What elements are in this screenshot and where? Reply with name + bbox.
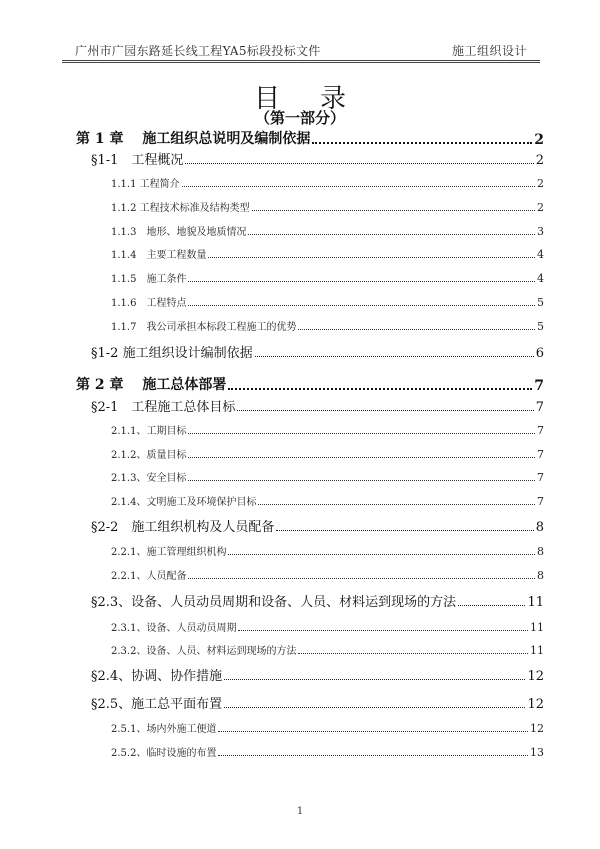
toc-label: 1.1.1 工程简介	[111, 179, 180, 190]
toc-page: 4	[537, 272, 544, 285]
toc-entry-chapter[interactable]	[76, 128, 544, 148]
dot-leader	[248, 234, 535, 235]
dot-leader	[208, 257, 535, 258]
toc-entry-section[interactable]	[91, 516, 544, 535]
toc-label: 第 1 章 施工组织总说明及编制依据	[76, 131, 311, 147]
header-rule	[62, 60, 540, 61]
toc-entry-chapter[interactable]	[76, 374, 544, 394]
toc-entry-subsection[interactable]	[111, 744, 544, 759]
dot-leader	[188, 480, 535, 481]
page-number: 1	[296, 806, 304, 817]
dot-leader	[188, 305, 535, 306]
toc-page: 7	[537, 471, 544, 484]
dot-leader	[252, 210, 535, 211]
dot-leader	[255, 356, 534, 357]
toc-label: 2.1.3、安全目标	[111, 473, 187, 484]
toc-label: §2-2 施工组织机构及人员配备	[91, 520, 275, 535]
toc-page: 12	[527, 669, 544, 684]
dot-leader	[185, 163, 533, 164]
page-subtitle: （第一部分）	[254, 109, 345, 127]
toc-page: 12	[527, 697, 544, 712]
dot-leader	[237, 410, 533, 411]
toc-label: §2.4、协调、协作措施	[91, 669, 223, 684]
toc-label: 2.2.1、人员配备	[111, 571, 187, 582]
toc-entry-section[interactable]	[91, 591, 544, 610]
toc-entry-subsection[interactable]	[111, 446, 544, 461]
toc-label: 1.1.3 地形、地貌及地质情况	[111, 227, 247, 238]
toc-entry-subsection[interactable]	[111, 543, 544, 558]
dot-leader	[188, 433, 535, 434]
header-rule	[62, 62, 540, 63]
toc-page: 7	[534, 378, 544, 394]
header-section-name: 施工组织设计	[452, 44, 528, 58]
dot-leader	[218, 731, 528, 732]
toc-page: 2	[537, 201, 544, 214]
toc-label: §2.3、设备、人员动员周期和设备、人员、材料运到现场的方法	[91, 595, 457, 610]
toc-label: 2.3.2、设备、人员、材料运到现场的方法	[111, 646, 297, 657]
toc-label: §1-1 工程概况	[91, 153, 184, 168]
toc-page: 7	[537, 424, 544, 437]
dot-leader	[258, 504, 535, 505]
dot-leader	[224, 707, 525, 708]
page-title: 目录	[253, 84, 386, 114]
toc-page: 2	[534, 132, 544, 148]
toc-label: 2.3.1、设备、人员动员周期	[111, 623, 237, 634]
toc-page: 7	[537, 495, 544, 508]
toc-label: §2-1 工程施工总体目标	[91, 400, 236, 415]
toc-page: 13	[530, 746, 544, 759]
toc-label: 2.5.2、临时设施的布置	[111, 748, 217, 759]
toc-page: 5	[537, 296, 544, 309]
toc-entry-subsection[interactable]	[111, 199, 544, 214]
toc-label: 2.5.1、场内外施工便道	[111, 724, 217, 735]
toc-label: 2.1.2、质量目标	[111, 450, 187, 461]
dot-leader	[298, 329, 535, 330]
dot-leader	[238, 630, 528, 631]
dot-leader	[224, 679, 525, 680]
toc-page: 8	[537, 545, 544, 558]
dot-leader	[188, 281, 535, 282]
toc-label: 2.2.1、施工管理组织机构	[111, 547, 227, 558]
toc-label: 1.1.6 工程特点	[111, 298, 187, 309]
toc-page: 7	[537, 448, 544, 461]
toc-entry-subsection[interactable]	[111, 294, 544, 309]
toc-page: 11	[530, 644, 544, 657]
toc-entry-subsection[interactable]	[111, 642, 544, 657]
toc-page: 11	[530, 621, 544, 634]
toc-label: §1-2 施工组织设计编制依据	[91, 346, 253, 361]
dot-leader	[228, 388, 532, 390]
dot-leader	[276, 530, 533, 531]
toc-entry-section[interactable]	[91, 149, 544, 168]
toc-page: 2	[537, 177, 544, 190]
toc-label: 1.1.7 我公司承担本标段工程施工的优势	[111, 322, 297, 333]
toc-label: 第 2 章 施工总体部署	[76, 377, 227, 393]
toc-entry-subsection[interactable]	[111, 422, 544, 437]
toc-label: 1.1.4 主要工程数量	[111, 250, 207, 261]
dot-leader	[188, 457, 535, 458]
toc-entry-subsection[interactable]	[111, 223, 544, 238]
toc-page: 6	[535, 346, 544, 361]
toc-entry-subsection[interactable]	[111, 720, 544, 735]
toc-entry-subsection[interactable]	[111, 619, 544, 634]
toc-page: 7	[535, 400, 544, 415]
toc-entry-subsection[interactable]	[111, 567, 544, 582]
toc-entry-subsection[interactable]	[111, 318, 544, 333]
toc-entry-section[interactable]	[91, 342, 544, 361]
toc-label: 1.1.2 工程技术标准及结构类型	[111, 203, 250, 214]
header-document-name: 广州市广园东路延长线工程YA5标段投标文件	[75, 44, 321, 58]
toc-page: 3	[537, 225, 544, 238]
toc-entry-section[interactable]	[91, 665, 544, 684]
toc-label: §2.5、施工总平面布置	[91, 697, 223, 712]
toc-page: 5	[537, 320, 544, 333]
dot-leader	[182, 186, 535, 187]
toc-page: 12	[530, 722, 544, 735]
toc-label: 2.1.1、工期目标	[111, 426, 187, 437]
dot-leader	[312, 142, 532, 144]
dot-leader	[218, 755, 528, 756]
toc-entry-subsection[interactable]	[111, 246, 544, 261]
toc-entry-section[interactable]	[91, 693, 544, 712]
dot-leader	[228, 554, 535, 555]
dot-leader	[188, 578, 535, 579]
dot-leader	[298, 653, 528, 654]
toc-page: 8	[535, 520, 544, 535]
toc-label: 2.1.4、文明施工及环境保护目标	[111, 497, 257, 508]
toc-page: 8	[537, 569, 544, 582]
toc-entry-subsection[interactable]	[111, 469, 544, 484]
toc-entry-subsection[interactable]	[111, 493, 544, 508]
toc-page: 11	[527, 595, 544, 610]
toc-entry-section[interactable]	[91, 396, 544, 415]
toc-page: 4	[537, 248, 544, 261]
dot-leader	[458, 605, 525, 606]
toc-page: 2	[535, 153, 544, 168]
toc-label: 1.1.5 施工条件	[111, 274, 187, 285]
toc-entry-subsection[interactable]	[111, 270, 544, 285]
toc-entry-subsection[interactable]	[111, 175, 544, 190]
